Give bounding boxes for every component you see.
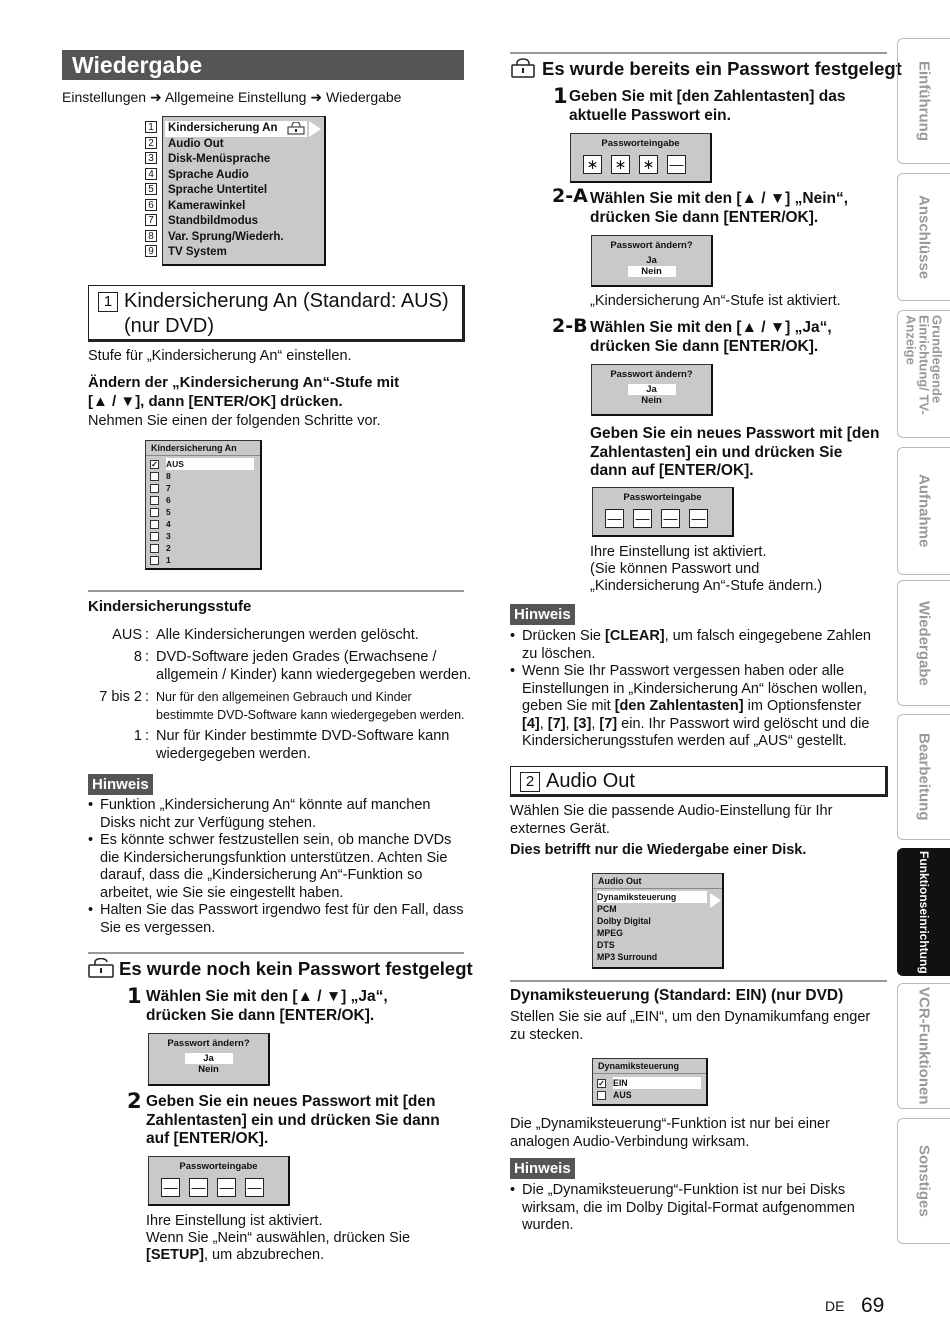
level-desc: bestimmte DVD-Software kann wiedergegeben werden. <box>156 708 465 722</box>
password-digit-field[interactable]: — <box>661 509 680 528</box>
menu-number: 1 <box>145 121 157 133</box>
dialog-title: Passworteingabe <box>623 492 702 503</box>
level-option[interactable]: 2 <box>150 542 256 554</box>
step-number: 1 <box>127 984 142 1008</box>
breadcrumb-item: Wiedergabe <box>325 89 402 105</box>
menu-item-subtitle-language[interactable]: Sprache Untertitel <box>168 184 268 196</box>
step-number: 2-A <box>552 185 588 207</box>
option-yes[interactable]: Ja <box>646 255 657 266</box>
password-digit-field[interactable]: ∗ <box>639 155 658 174</box>
intro-text: Wählen Sie die passende Audio-Einstellung für Ihr externes Gerät. <box>510 803 833 837</box>
tab-anschluesse[interactable]: Anschlüsse <box>897 173 950 301</box>
result-text: „Kindersicherung An“-Stufe ist aktiviert. <box>590 293 841 309</box>
section-title: Audio Out <box>546 770 635 792</box>
step-text: Wählen Sie mit den [▲ / ▼] „Ja“, drücken Sie dann [ENTER/OK]. <box>146 988 388 1024</box>
intro-text: Stufe für „Kindersicherung An“ einstellen. <box>88 348 352 364</box>
breadcrumb <box>62 89 401 106</box>
result-text: „Kindersicherung An“-Stufe ändern.) <box>590 578 823 594</box>
divider <box>88 590 464 592</box>
level-key: AUS <box>112 627 142 643</box>
option-no[interactable]: Nein <box>198 1064 219 1075</box>
note-label: Hinweis <box>88 774 153 795</box>
level-option[interactable]: ✓ AUS <box>150 458 256 470</box>
password-digit-field[interactable]: — <box>667 155 686 174</box>
tab-sonstiges[interactable]: Sonstiges <box>897 1118 950 1244</box>
menu-item-dolby-digital[interactable]: Dolby Digital <box>597 916 651 926</box>
checkbox-icon <box>150 484 159 493</box>
note-label: Hinweis <box>510 604 575 625</box>
step-number: 2-B <box>552 315 588 337</box>
checkbox-icon <box>150 508 159 517</box>
subsection-heading-no-password: Es wurde noch kein Passwort festgelegt <box>119 958 473 979</box>
result-text: Ihre Einstellung ist aktiviert. <box>146 1213 323 1229</box>
tab-funktionseinrichtung[interactable]: Funktionseinrichtung <box>897 848 950 976</box>
note-item: • Die „Dynamiksteuerung“-Funktion ist nur bei Disks wirksam, die im Dolby Digital-Format aufgenommen wurden. <box>510 1182 880 1235</box>
tab-wiedergabe[interactable]: Wiedergabe <box>897 580 950 706</box>
cancel-hint: Wenn Sie „Nein“ auswählen, drücken Sie <box>146 1230 411 1246</box>
menu-item-audio-language[interactable]: Sprache Audio <box>168 168 249 181</box>
menu-item-kindersicherung[interactable]: Kindersicherung An <box>165 121 307 137</box>
level-option[interactable]: 4 <box>150 518 256 530</box>
note-item: • Es könnte schwer festzustellen sein, ob manche DVDs die Kindersicherungsfunktion unterstützen. Achten Sie darauf, dass die „Kindersicherung An“-Funktion so arbeitet, wie Sie sie eingestellt haben. <box>88 832 466 902</box>
password-digit-field[interactable]: — <box>189 1178 208 1197</box>
level-sep: : <box>145 627 150 643</box>
menu-number: 9 <box>145 245 157 257</box>
menu-number: 6 <box>145 199 157 211</box>
level-desc: Alle Kindersicherungen werden gelöscht. <box>156 627 419 643</box>
option-yes[interactable]: Ja <box>628 384 676 395</box>
level-desc: DVD-Software jeden Grades (Erwachsene / <box>156 649 437 665</box>
section-title-line2: (nur DVD) <box>124 315 215 337</box>
tab-grundlegende-einrichtung[interactable]: Grundlegende Einrichtung/ TV-Anzeige <box>897 310 950 438</box>
divider <box>88 952 464 954</box>
dialog-title: Passwort ändern? <box>610 240 693 251</box>
dialog-title: Passworteingabe <box>179 1161 258 1172</box>
menu-item-pcm[interactable]: PCM <box>597 904 617 914</box>
note-item: • Halten Sie das Passwort irgendwo fest für den Fall, dass Sie es vergessen. <box>88 902 466 937</box>
level-desc: Nur für den allgemeinen Gebrauch und Kinder <box>156 690 412 704</box>
page-title: Wiedergabe <box>62 50 464 80</box>
password-digit-field[interactable]: ∗ <box>611 155 630 174</box>
instruction-line1: Ändern der „Kindersicherung An“-Stufe mit <box>88 374 400 391</box>
menu-number: 4 <box>145 168 157 180</box>
menu-item-dts[interactable]: DTS <box>597 940 615 950</box>
menu-number: 7 <box>145 214 157 226</box>
menu-item-skip-repeat[interactable]: Var. Sprung/Wiederh. <box>168 230 284 243</box>
subsection-heading-has-password: Es wurde bereits ein Passwort festgelegt <box>542 58 902 79</box>
password-digit-field[interactable]: — <box>161 1178 180 1197</box>
level-option[interactable]: 7 <box>150 482 256 494</box>
level-option[interactable]: 6 <box>150 494 256 506</box>
audio-out-menu <box>592 873 724 969</box>
checkbox-icon <box>597 1091 606 1100</box>
dialog-title: Passwort ändern? <box>610 369 693 380</box>
menu-header: Dynamiksteuerung <box>593 1059 706 1074</box>
cancel-hint-2: [SETUP], um abzubrechen. <box>146 1247 325 1263</box>
breadcrumb-item: Allgemeine Einstellung <box>164 89 307 105</box>
lock-icon <box>511 58 535 78</box>
level-sep: : <box>145 649 150 665</box>
page-number: 69 <box>861 1294 885 1317</box>
step-text: Geben Sie mit [den Zahlentasten] das aktuelle Passwort ein. <box>569 88 846 124</box>
menu-item-still-mode[interactable]: Standbildmodus <box>168 215 259 227</box>
menu-number: 5 <box>145 183 157 195</box>
level-sep: : <box>145 728 150 744</box>
step-text: Wählen Sie mit den [▲ / ▼] „Nein“, drücken Sie dann [ENTER/OK]. <box>590 190 849 226</box>
settings-menu <box>162 116 326 266</box>
option-no[interactable]: Nein <box>628 266 676 277</box>
section-number: 1 <box>98 292 118 312</box>
checkbox-icon <box>150 472 159 481</box>
menu-header: Audio Out <box>593 874 722 889</box>
menu-number: 2 <box>145 137 157 149</box>
dynamics-menu <box>592 1058 708 1106</box>
level-desc: allgemein / Kinder) kann wiedergegeben werden. <box>156 667 472 683</box>
menu-item-mpeg[interactable]: MPEG <box>597 928 623 938</box>
menu-item-dynamic-control[interactable]: Dynamiksteuerung <box>597 891 707 903</box>
checkbox-icon <box>150 544 159 553</box>
checkbox-icon <box>150 496 159 505</box>
note-label: Hinweis <box>510 1158 575 1179</box>
footer-language: DE <box>825 1298 845 1314</box>
password-entry-dialog <box>592 487 734 537</box>
menu-item-camera-angle[interactable]: Kamerawinkel <box>168 199 246 212</box>
levels-heading: Kindersicherungsstufe <box>88 598 252 615</box>
result-text: Ihre Einstellung ist aktiviert. <box>590 544 767 560</box>
section-heading-audio-out <box>510 766 888 797</box>
option-yes[interactable]: Ja <box>185 1053 233 1064</box>
level-key: 1 <box>133 728 142 744</box>
dialog-title: Passwort ändern? <box>167 1038 250 1049</box>
dynamics-option-on[interactable]: ✓ EIN <box>597 1077 702 1089</box>
level-option[interactable]: 5 <box>150 506 256 518</box>
tab-bearbeitung[interactable]: Bearbeitung <box>897 714 950 840</box>
note-item: • Funktion „Kindersicherung An“ könnte auf manchen Disks nicht zur Verfügung stehen. <box>88 797 466 832</box>
level-option[interactable]: 1 <box>150 554 256 566</box>
dynamics-text: Stellen Sie sie auf „EIN“, um den Dynamikumfang enger zu stecken. <box>510 1009 871 1043</box>
section-title-line1: Kindersicherung An (Standard: AUS) <box>124 290 449 312</box>
checkbox-icon <box>150 520 159 529</box>
step-number: 1 <box>553 84 568 108</box>
dynamics-heading: Dynamiksteuerung (Standard: EIN) (nur DVD) <box>510 987 844 1004</box>
parental-level-menu <box>145 440 262 570</box>
step-text: Wählen Sie mit den [▲ / ▼] „Ja“, drücken Sie dann [ENTER/OK]. <box>590 319 832 355</box>
note-item: • Wenn Sie Ihr Passwort vergessen haben oder alle Einstellungen in „Kindersicherung An“ löschen wollen, geben Sie mit [den Zahlentasten] im Optionsfenster [4], [7], [3], [7] ein. Ihr Passwort wird gelöscht und die Kindersicherungsstufen werden auf „AUS“ gestellt. <box>510 663 880 751</box>
step-text: Geben Sie ein neues Passwort mit [den Zahlentasten] ein und drücken Sie dann auf [ENTER/OK]. <box>146 1093 440 1147</box>
note-item: • Drücken Sie [CLEAR], um falsch eingegebene Zahlen zu löschen. <box>510 628 880 663</box>
menu-item-audio-out[interactable]: Audio Out <box>168 137 224 150</box>
password-entry-dialog <box>570 133 712 183</box>
section-heading-kindersicherung <box>88 285 465 342</box>
note-list <box>88 797 466 937</box>
instruction-line2: [▲ / ▼], dann [ENTER/OK] drücken. <box>88 393 343 410</box>
menu-header: Kindersicherung An <box>146 441 260 456</box>
level-option[interactable]: 8 <box>150 470 256 482</box>
tab-vcr-funktionen[interactable]: VCR-Funktionen <box>897 983 950 1109</box>
tab-einfuehrung[interactable]: Einführung <box>897 38 950 164</box>
checkbox-icon <box>150 532 159 541</box>
step-number: 2 <box>127 1089 142 1113</box>
instruction-after: Nehmen Sie einen der folgenden Schritte vor. <box>88 413 381 429</box>
divider <box>510 980 887 982</box>
section-number: 2 <box>520 772 540 792</box>
arrow-right-icon: ➜ <box>149 89 165 105</box>
change-password-dialog <box>591 235 713 287</box>
menu-item-disk-menu-language[interactable]: Disk-Menüsprache <box>168 153 271 165</box>
change-password-dialog <box>591 364 713 416</box>
change-password-dialog <box>148 1033 270 1086</box>
breadcrumb-item: Einstellungen <box>62 89 147 105</box>
level-key: 7 bis 2 <box>99 689 142 705</box>
dynamics-note: Die „Dynamiksteuerung“-Funktion ist nur bei einer analogen Audio-Verbindung wirksam. <box>510 1116 830 1150</box>
password-digit-field[interactable]: — <box>217 1178 236 1197</box>
arrow-right-icon: ➜ <box>310 89 326 105</box>
level-key: 8 <box>133 649 142 665</box>
password-digit-field[interactable]: — <box>605 509 624 528</box>
password-digit-field[interactable]: — <box>633 509 652 528</box>
checkbox-icon <box>150 556 159 565</box>
option-no[interactable]: Nein <box>641 395 662 406</box>
result-text: (Sie können Passwort und <box>590 561 760 577</box>
step-text: Geben Sie ein neues Passwort mit [den Zahlentasten] ein und drücken Sie dann auf [ENTER/OK]. <box>590 425 880 479</box>
menu-item-mp3-surround[interactable]: MP3 Surround <box>597 952 658 962</box>
password-digit-field[interactable]: — <box>245 1178 264 1197</box>
password-entry-dialog <box>148 1156 290 1206</box>
checkbox-checked-icon: ✓ <box>151 460 158 470</box>
lock-icon <box>287 122 305 135</box>
menu-number-list <box>145 121 157 261</box>
instruction-bold: Dies betrifft nur die Wiedergabe einer Disk. <box>510 842 807 858</box>
menu-number: 3 <box>145 152 157 164</box>
menu-number: 8 <box>145 230 157 242</box>
level-desc: Nur für Kinder bestimmte DVD-Software kann <box>156 728 450 744</box>
note-list <box>510 1182 880 1235</box>
password-digit-field[interactable]: ∗ <box>583 155 602 174</box>
play-arrow-icon <box>309 121 321 137</box>
checkbox-checked-icon: ✓ <box>598 1079 605 1089</box>
level-desc: wiedergegeben werden. <box>156 746 311 762</box>
level-option[interactable]: 3 <box>150 530 256 542</box>
lock-open-icon <box>88 958 114 978</box>
menu-item-tv-system[interactable]: TV System <box>168 246 227 258</box>
dynamics-option-off[interactable]: AUS <box>597 1089 702 1101</box>
divider <box>510 52 887 54</box>
password-digit-field[interactable]: — <box>689 509 708 528</box>
note-list <box>510 628 880 751</box>
play-arrow-icon <box>710 893 721 908</box>
level-sep: : <box>145 689 150 705</box>
tab-aufnahme[interactable]: Aufnahme <box>897 447 950 575</box>
dialog-title: Passworteingabe <box>601 138 680 149</box>
